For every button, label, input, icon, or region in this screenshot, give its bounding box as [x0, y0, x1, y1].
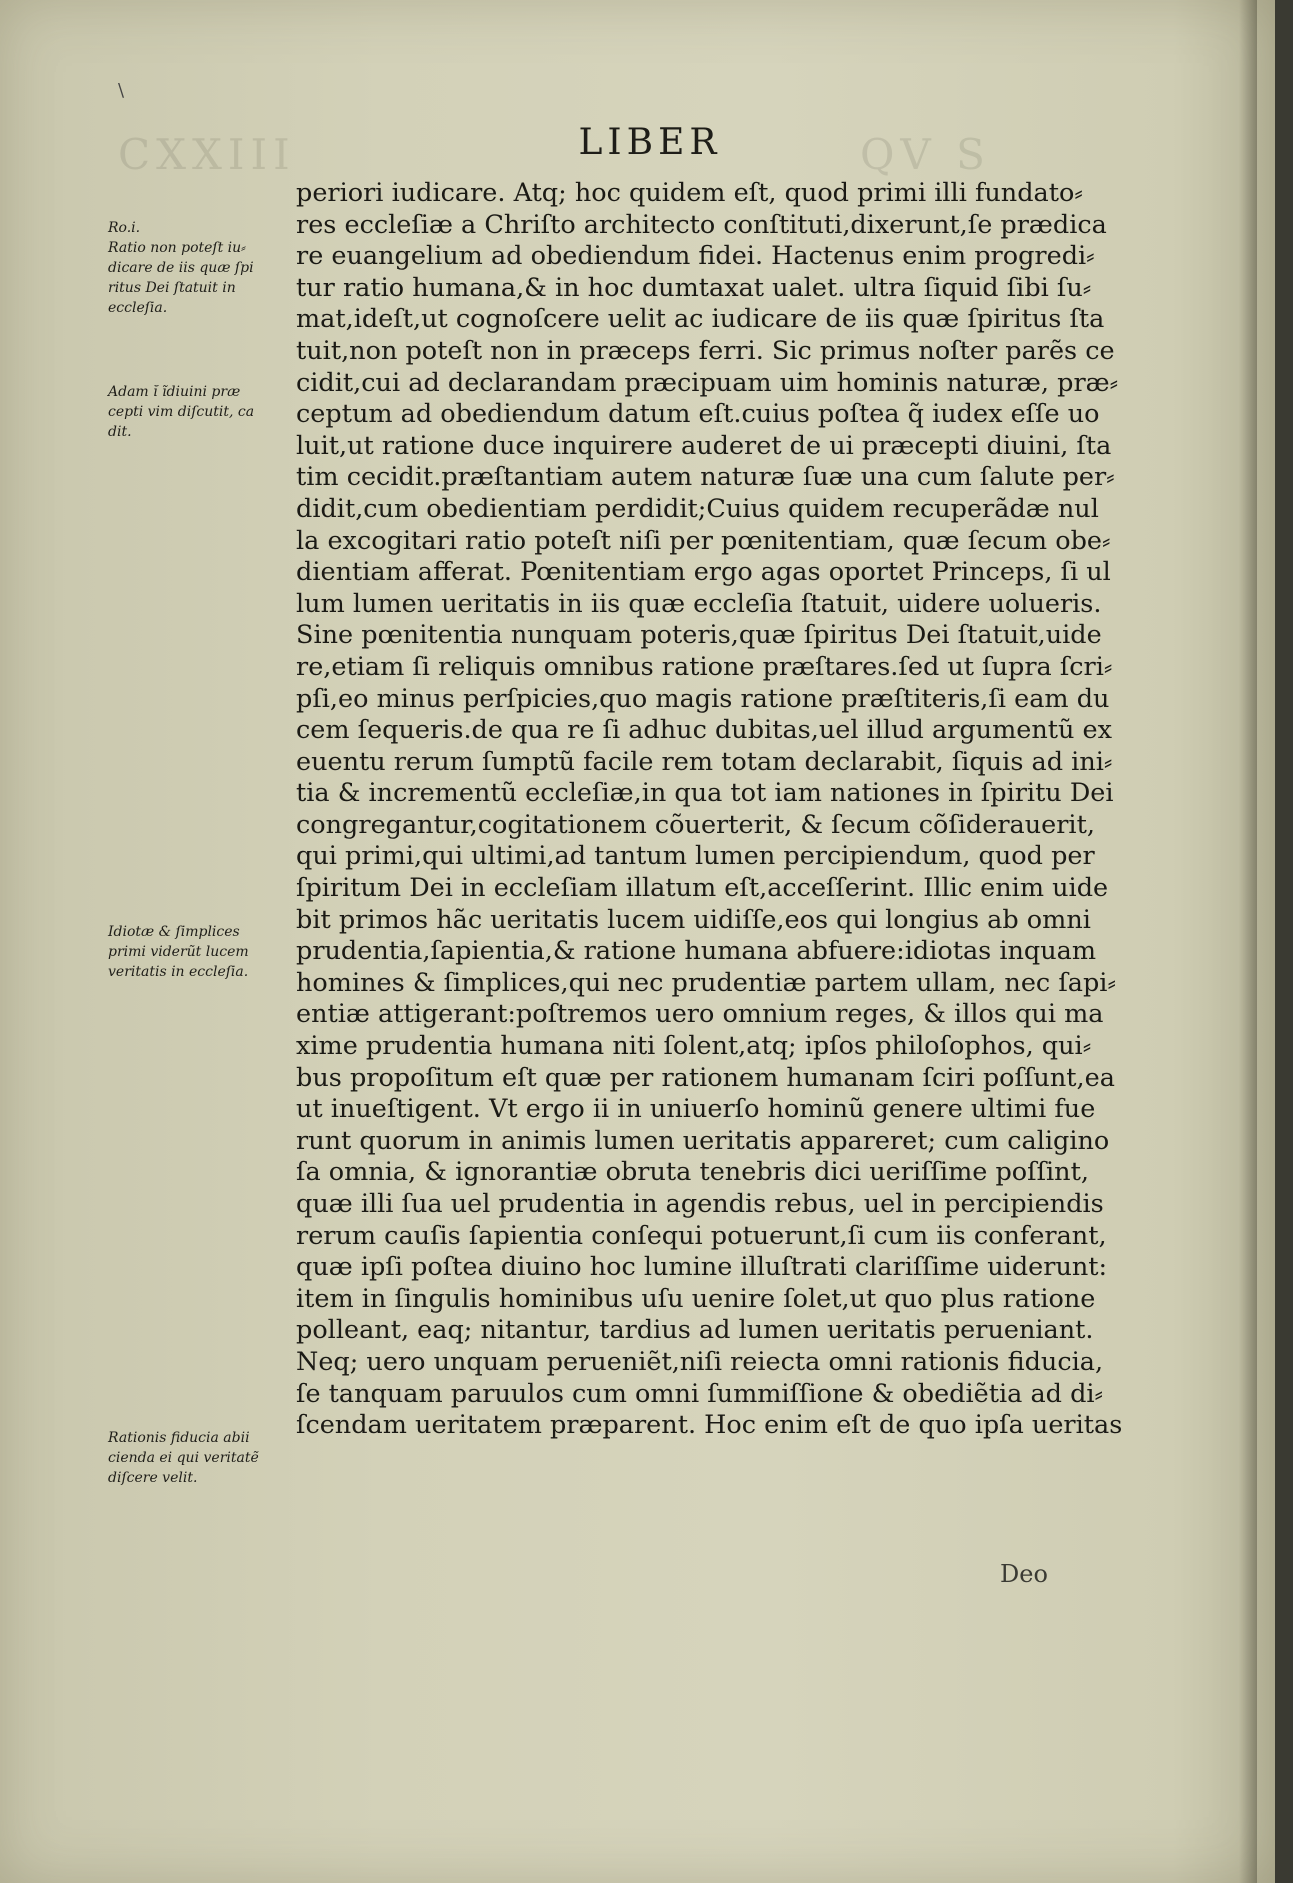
catchword: Deo [1000, 1560, 1048, 1588]
text-line: dientiam afferat. Pœnitentiam ergo agas oportet Princeps, ſi ul [296, 557, 1111, 588]
margin-note [108, 382, 278, 442]
text-line: prudentia,ſapientia,& ratione humana abfuere:idiotas inquam [296, 936, 1097, 967]
text-line: ſa omnia, & ignorantiæ obruta tenebris dici ueriſſime poſſint, [296, 1157, 1089, 1188]
text-line: entiæ attigerant:poſtremos uero omnium reges, & illos qui ma [296, 999, 1104, 1030]
margin-note-line: eccleſia. [108, 300, 168, 316]
margin-note-line: Ratio non poteſt iu⸗ [108, 240, 246, 256]
margin-note-line: ritus Dei ſtatuit in [108, 280, 236, 296]
margin-note-line: diſcere velit. [108, 1470, 198, 1486]
text-line: pſi,eo minus perſpicies,quo magis ratione præſtiteris,ſi eam du [296, 683, 1110, 714]
text-line: res eccleſiæ a Chriſto architecto conſtituti,dixerunt,ſe prædica [296, 209, 1107, 240]
text-line: Neq; uero unquam perueniẽt,niſi reiecta omni rationis fiducia, [296, 1346, 1104, 1377]
running-header: LIBER [578, 122, 722, 163]
stray-mark: \ [118, 80, 125, 101]
text-line: bus propoſitum eſt quæ per rationem humanam ſciri poſſunt,ea [296, 1062, 1115, 1093]
text-line: runt quorum in animis lumen ueritatis appareret; cum caligino [296, 1125, 1110, 1156]
bleed-through-running-head: QV S [860, 130, 991, 179]
margin-note [108, 1428, 278, 1488]
text-line: tur ratio humana,& in hoc dumtaxat ualet. ultra ſiquid ſibi ſu⸗ [296, 272, 1092, 303]
margin-note-line: Rationis fiducia abii [108, 1430, 250, 1446]
text-line: xime prudentia humana niti ſolent,atq; ipſos philoſophos, qui⸗ [296, 1031, 1092, 1062]
text-line: ceptum ad obediendum datum eſt.cuius poſtea q̃ iudex eſſe uo [296, 399, 1100, 430]
main-text-column [296, 178, 1136, 1442]
text-line: tuit,non poteſt non in præceps ferri. Sic primus noſter parẽs ce [296, 335, 1115, 366]
text-line: cem ſequeris.de qua re ſi adhuc dubitas,uel illud argumentũ ex [296, 715, 1113, 746]
text-line: re euangelium ad obediendum fidei. Hactenus enim progredi⸗ [296, 241, 1095, 272]
text-line: ut inueſtigent. Vt ergo ii in uniuerſo hominũ genere ultimi fue [296, 1094, 1096, 1125]
text-line: polleant, eaq; nitantur, tardius ad lumen ueritatis perueniant. [296, 1315, 1094, 1346]
text-line: homines & ſimplices,qui nec prudentiæ partem ullam, nec ſapi⸗ [296, 967, 1116, 998]
text-line: la excogitari ratio poteſt niſi per pœnitentiam, quæ ſecum obe⸗ [296, 525, 1111, 556]
text-line: quæ illi ſua uel prudentia in agendis rebus, uel in percipiendis [296, 1189, 1104, 1219]
margin-note-line: cienda ei qui veritatẽ [108, 1450, 259, 1466]
text-line: tim cecidit.præſtantiam autem naturæ ſuæ una cum ſalute per⸗ [296, 462, 1115, 493]
text-line: qui primi,qui ultimi,ad tantum lumen percipiendum, quod per [296, 841, 1095, 872]
text-line: tia & incrementũ eccleſiæ,in qua tot iam nationes in ſpiritu Dei [296, 778, 1114, 809]
bleed-through-folio: CXXIII [118, 130, 296, 179]
margin-note-line: Ro.i. [108, 220, 141, 236]
text-line: ſcendam ueritatem præparent. Hoc enim eſt de quo ipſa ueritas [296, 1410, 1123, 1441]
margin-note-line: dit. [108, 424, 132, 440]
text-line: euentu rerum ſumptũ facile rem totam declarabit, ſiquis ad ini⸗ [296, 746, 1113, 777]
margin-note-line: primi viderũt lucem [108, 944, 249, 960]
text-line: ſpiritum Dei in eccleſiam illatum eſt,acceſſerint. Illic enim uide [296, 873, 1109, 904]
text-line: re,etiam ſi reliquis omnibus ratione præſtares.ſed ut ſupra ſcri⸗ [296, 651, 1113, 682]
text-line: ſe tanquam paruulos cum omni ſummiſſione & obediẽtia ad di⸗ [296, 1378, 1104, 1409]
text-line: luit,ut ratione duce inquirere auderet de ui præcepti diuini, ſta [296, 430, 1112, 461]
text-line: Sine pœnitentia nunquam poteris,quæ ſpiritus Dei ſtatuit,uide [296, 620, 1102, 651]
text-line: congregantur,cogitationem cõuerterit, & ſecum cõſiderauerit, [296, 809, 1095, 840]
text-line: item in ſingulis hominibus uſu uenire ſolet,ut quo plus ratione [296, 1283, 1096, 1314]
margin-note-line: cepti vim diſcutit, ca [108, 404, 255, 420]
text-line: quæ ipſi poſtea diuino hoc lumine illuſtrati clariſſime uiderunt: [296, 1252, 1108, 1283]
margin-note [108, 922, 278, 982]
text-line: cidit,cui ad declarandam præcipuam uim hominis naturæ, præ⸗ [296, 367, 1119, 398]
text-line: rerum cauſis ſapientia conſequi potuerunt,ſi cum iis conferant, [296, 1220, 1107, 1251]
text-line: lum lumen ueritatis in iis quæ eccleſia ſtatuit, uidere uolueris. [296, 588, 1102, 619]
text-line: mat,ideſt,ut cognoſcere uelit ac iudicare de iis quæ ſpiritus ſta [296, 304, 1105, 335]
margin-note-line: veritatis in eccleſia. [108, 964, 249, 980]
margin-note-line: Idiotæ & ſimplices [108, 924, 240, 940]
text-line: didit,cum obedientiam perdidit;Cuius quidem recuperãdæ nul [296, 493, 1099, 524]
margin-note-line: Adam ĭ ĩdiuini præ [108, 384, 241, 400]
page-edge-shadow [1239, 0, 1257, 1883]
margin-note-line: dicare de iis quæ ſpi [108, 260, 254, 276]
text-line: bit primos hãc ueritatis lucem uidiſſe,eos qui longius ab omni [296, 904, 1091, 935]
margin-note [108, 218, 278, 318]
text-line: periori iudicare. Atq; hoc quidem eſt, quod primi illi fundato⸗ [296, 178, 1083, 208]
